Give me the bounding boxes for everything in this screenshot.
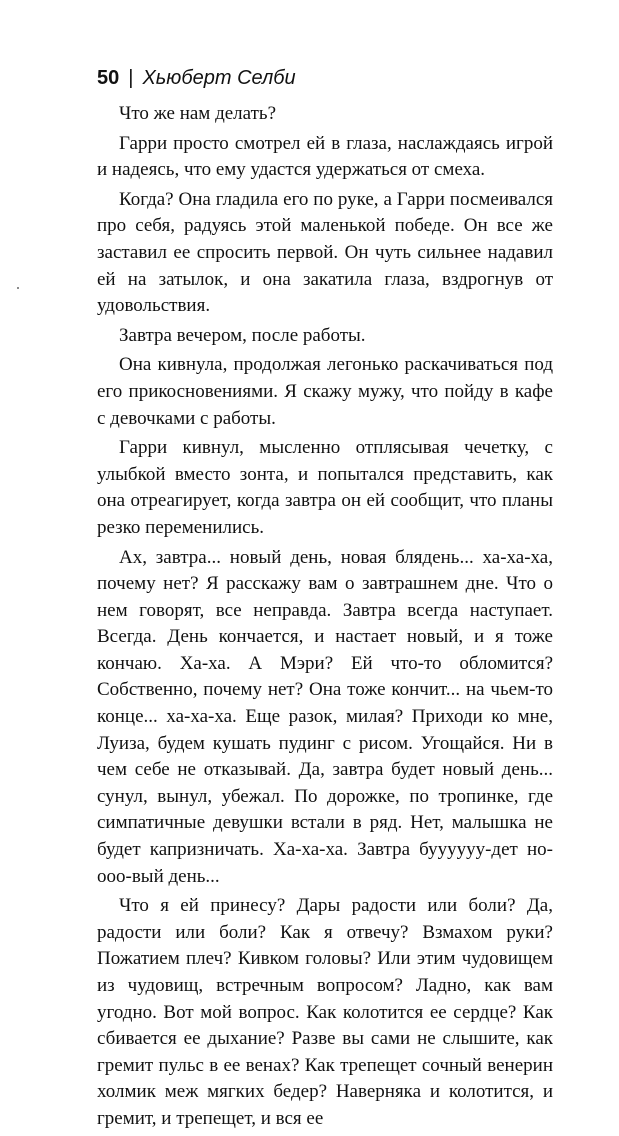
paragraph: Что же нам делать? [119, 103, 277, 124]
paragraph: Она кивнула, продолжая легонько раскачиваться под его прикосновениями. Я скажу мужу, что пойду в кафе с девочками с работы. [97, 354, 553, 429]
running-header [97, 64, 553, 92]
book-page [97, 64, 553, 1136]
paragraph: Ах, завтра... новый день, новая блядень... ха-ха-ха, почему нет? Я расскажу вам о завтрашнем дне. Что о нем говорят, все неправда. Завтра всегда наступает. Всегда. День кончается, и настает новый, и я тоже кончаю. Ха-ха. А Мэри? Ей что-то обломится? Собственно, почему нет? Она тоже кончит... на чьем-то конце... ха-ха-ха. Еще разок, милая? Приходи ко мне, Луиза, будем кушать пудинг с рисом. Угощайся. Ни в чем себе не отказывай. Да, завтра будет новый день... сунул, вынул, убежал. По дорожке, по тропинке, где симпатичные девушки встали в ряд. Нет, малышка не будет капризничать. Ха-ха-ха. Завтра буууууу-дет но-ооо-вый день... [97, 546, 553, 887]
paragraph: Гарри кивнул, мысленно отплясывая чечетку, с улыбкой вместо зонта, и попытался представить, как она отреагирует, когда завтра он ей сообщит, что планы резко переменились. [97, 437, 553, 538]
header-separator: | [128, 67, 134, 89]
paragraph: Что я ей принесу? Дары радости или боли? Да, радости или боли? Как я отвечу? Взмахом руки? Пожатием плеч? Кивком головы? Или этим чудовищем из чудовищ, встречным вопросом? Ладно, как вам угодно. Вот мой вопрос. Как колотится ее сердце? Как сбивается ее дыхание? Разве вы сами не слышите, как гремит пульс в ее венах? Как трепещет сочный венерин холмик меж мягких бедер? Наверняка и колотится, и гремит, и трепещет, и вся ее [97, 895, 553, 1129]
page-number: 50 [97, 67, 120, 89]
author-name: Хьюберт Селби [142, 67, 296, 89]
body-text [97, 101, 553, 1133]
paragraph: Завтра вечером, после работы. [119, 324, 366, 346]
paragraph: Когда? Она гладила его по руке, а Гарри посмеивался про себя, радуясь этой маленькой победе. Он все же заставил ее спросить первой. Он чуть сильнее надавил ей на затылок, и она закатила глаза, вздрогнув от удовольствия. [97, 188, 553, 317]
margin-speck [17, 287, 19, 289]
paragraph: Гарри просто смотрел ей в глаза, наслаждаясь игрой и надеясь, что ему удастся удержаться от смеха. [97, 132, 553, 181]
